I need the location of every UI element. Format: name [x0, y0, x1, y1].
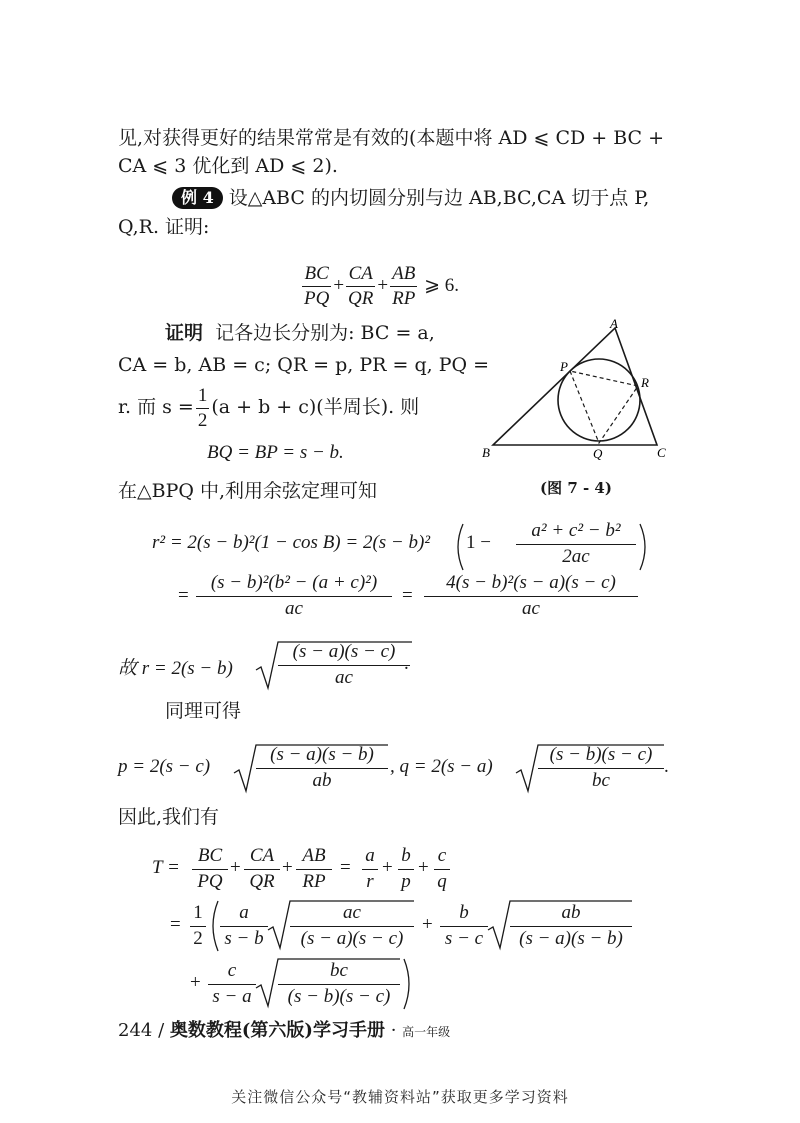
r2-frac-3: 4(s − b)²(s − a)(s − c) ac [424, 572, 638, 620]
rad-frac-3: bc (s − b)(s − c) [278, 960, 400, 1008]
one-minus: 1 − [466, 532, 491, 553]
p-frac: (s − a)(s − b) ab [256, 744, 388, 792]
so-r-frac: (s − a)(s − c) ac [278, 641, 410, 689]
label-R: R [641, 375, 649, 390]
example-badge: 例 4 [172, 187, 223, 209]
so-r-post: . [404, 653, 409, 674]
figure-caption: (图 7 - 4) [540, 479, 612, 497]
r2-frac-2: (s − b)²(b² − (a + c)²) ac [196, 572, 392, 620]
triangle-pqr [570, 371, 638, 443]
proof-line-2: CA = b, AB = c; QR = p, PR = q, PQ = [118, 354, 490, 376]
big-paren-close [402, 957, 414, 1011]
label-C: C [657, 445, 666, 460]
page-footer [118, 1016, 450, 1042]
t-frac-2: CA QR [244, 845, 280, 893]
c-plus: + [190, 972, 201, 993]
p-pre: p = 2(s − c) [118, 756, 211, 777]
intro-line-2: CA ⩽ 3 优化到 AD ⩽ 2). [118, 155, 338, 177]
rad-frac-2: ab (s − a)(s − b) [510, 902, 632, 950]
triangle-abc [493, 328, 657, 445]
ineq-frac-1: $\frac{BC}{PQ}$ [304, 263, 330, 310]
grade-label: 高一年级 [402, 1025, 451, 1039]
t-lhs: T = [152, 857, 180, 878]
pq-post: . [664, 756, 669, 777]
half-eq: = [170, 914, 181, 935]
frac-c-sa: c s − a [208, 960, 256, 1008]
label-A: A [610, 316, 618, 331]
bq-equation: BQ = BP = s − b. [207, 442, 344, 463]
q-frac: (s − b)(s − c) bc [538, 744, 664, 792]
label-Q: Q [593, 446, 603, 461]
main-inequality: $\frac{BC}{PQ}$ + $\frac{CA}{QR}$ + $\frac{AB}{RP}$ ⩾ 6. [304, 263, 459, 310]
so-r-pre: 故 r = 2(s − b) [118, 658, 233, 679]
t-frac-b-p: b p [398, 845, 414, 893]
ineq-rhs: ⩾ 6. [424, 275, 459, 296]
example-line-2: Q,R. 证明: [118, 216, 210, 238]
figure-7-4 [480, 315, 680, 465]
example-statement [172, 185, 649, 211]
label-B: B [482, 445, 490, 460]
book-title: 奥数教程(第六版)学习手册 [169, 1020, 385, 1041]
ineq-frac-3: $\frac{AB}{RP}$ [392, 263, 416, 310]
similarly-line: 同理可得 [165, 700, 242, 722]
proof-line-1: 证明 记各边长分别为: BC = a, [165, 322, 435, 344]
example-line-1: 设△ABC 的内切圆分别与边 AB,BC,CA 切于点 P, [228, 187, 650, 209]
watermark-text: 关注微信公众号“教辅资料站”获取更多学习资料 [231, 1088, 569, 1106]
r2-lhs: r² = 2(s − b)²(1 − cos B) = 2(s − b)² [152, 532, 431, 553]
label-P: P [560, 359, 568, 374]
q-pre: , q = 2(s − a) [390, 756, 493, 777]
footer-slash: / [158, 1020, 165, 1041]
ineq-frac-2: $\frac{CA}{QR}$ [348, 263, 374, 310]
big-paren-open [208, 899, 220, 953]
half-frac-2: 1 2 [190, 902, 206, 950]
paren-close [638, 522, 650, 572]
proof-label: 证明 [165, 322, 204, 344]
t-frac-a-r: a r [362, 845, 378, 893]
rad-frac-1: ac (s − a)(s − c) [290, 902, 414, 950]
proof-line-3: r. 而 s = $\frac{1}{2}$ (a + b + c)(半周长). 则 [118, 384, 420, 431]
half-plus: + [422, 914, 433, 935]
r2-eq1: = [178, 585, 189, 606]
intro-line-1: 见,对获得更好的结果常常是有效的(本题中将 AD ⩽ CD + BC + [118, 127, 665, 149]
therefore-line: 因此,我们有 [118, 806, 220, 828]
footer-dot: · [390, 1020, 397, 1041]
triangle-line: 在△BPQ 中,利用余弦定理可知 [118, 480, 378, 502]
frac-a-sb: a s − b [220, 902, 268, 950]
cos-frac: a² + c² − b² 2ac [516, 520, 636, 568]
t-frac-1: BC PQ [192, 845, 228, 893]
frac-b-sc: b s − c [440, 902, 488, 950]
page-number: 244 [118, 1020, 153, 1041]
t-frac-3: AB RP [296, 845, 332, 893]
r2-eq2: = [402, 585, 413, 606]
half-frac: $\frac{1}{2}$ [197, 384, 208, 431]
paren-open [453, 522, 465, 572]
t-frac-c-q: c q [434, 845, 450, 893]
t-eq: = [340, 857, 351, 878]
